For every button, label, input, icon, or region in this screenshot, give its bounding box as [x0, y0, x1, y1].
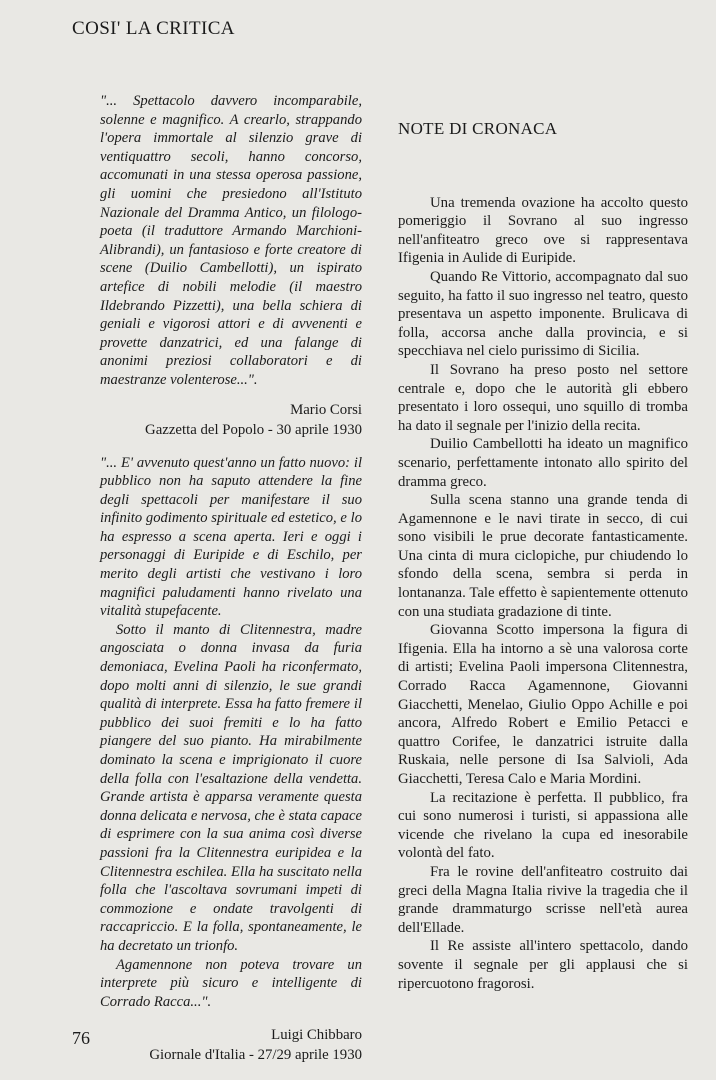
chronicle-paragraph: Duilio Cambellotti ha ideato un magnifico scenario, perfettamente intonato allo spirito del dramma greco.: [398, 436, 688, 490]
quote-paragraph: Sotto il manto di Clitennestra, madre angosciata o donna invasa da furia demoniaca, Evelina Paoli ha riconfermato, dopo molti anni di silenzio, le sue grandi qualità di interprete. Essa ha fatto fremere il pubblico dei suoi fremiti e lo ha fatto piangere del suo pianto. Ha mirabilmente dominato la scena e imprigionato il cuore della folla con l'esaltazione della vendetta. Grande artista è apparsa veramente questa donna delicata e nervosa, che è stata capace di esprimere con la sua anima così diverse passioni fra la Clitennestra euripidea e la Clitennestra eschilea. Ella ha suscitato nella folla che l'ascoltava sovrumani impeti di commozione e ondate travolgenti di raccapriccio. E la folla, spontaneamente, le ha decretato un trionfo.: [100, 621, 362, 954]
chronicle-paragraph: Il Sovrano ha preso posto nel settore centrale e, dopo che le autorità gli ebbero presentato i loro ossequi, uno squillo di tromba ha dato il segnale per l'inizio della recita.: [398, 361, 688, 434]
chronicle-paragraph: Quando Re Vittorio, accompagnato dal suo seguito, ha fatto il suo ingresso nel teatro, questo presentava un aspetto imponente. Brulicava di folla, accorsa anche dalla provincia, e si specchiava nel cielo purissimo di Sicilia.: [398, 268, 688, 360]
page-number: 76: [72, 1028, 90, 1048]
quote-block: [100, 454, 362, 1012]
chronicle-paragraph: Giovanna Scotto impersona la figura di Ifigenia. Ella ha intorno a sè una valorosa corte di artisti; Evelina Paoli impersona Clitennestra, Corrado Racca Agamennone, Giovanni Giacchetti, Menelao, Giulio Oppo Achille e poi ancora, Alfredo Robert e Emilio Petacci e quattro Corifee, le danzatrici istruite dalla Ruskaia, nelle persone di Isa Salvioli, Ada Giacchetti, Teresa Calo e Maria Mordini.: [398, 622, 688, 787]
quote-paragraph: "... Spettacolo davvero incomparabile, solenne e magnifico. A crearlo, strappando l'opera immortale al silenzio grave di ventiquattro secoli, hanno concorso, accomunati in una stessa operosa passione, gli uomini che presiedono all'Istituto Nazionale del Dramma Antico, un filologo-poeta (il traduttore Armando Marchioni-Alibrandi), un fantasioso e forte creatore di scene (Duilio Cambellotti), un ispirato artefice di nobili melodie (il maestro Ildebrando Pizzetti), una bella schiera di geniali e vigorosi attori e di avvenenti e provette danzatrici, ed una falange di anonimi preziosi collaboratori e di maestranze volenterose...".: [100, 93, 362, 388]
chronicle-paragraph: Sulla scena stanno una grande tenda di Agamennone e le navi tirate in secco, di cui sono visibili le prue decorate fantasticamente. Una cinta di mura ciclopiche, pur chiudendo lo sfondo della scena, sembra si perda in lontananza. Tale effetto è sapientemente ottenuto con una studiata gradazione di tinte.: [398, 492, 688, 620]
signature-block: [100, 400, 362, 440]
critics-quotes-column: [100, 92, 362, 1065]
chronicle-paragraph: Una tremenda ovazione ha accolto questo pomeriggio il Sovrano al suo ingresso nell'anfiteatro greco ove si rappresentava Ifigenia in Aulide di Euripide.: [398, 194, 688, 267]
signature-author: Mario Corsi: [290, 401, 362, 418]
signature-block: [100, 1025, 362, 1065]
running-head: COSI' LA CRITICA: [72, 18, 235, 39]
chronicle-paragraph: La recitazione è perfetta. Il pubblico, fra cui sono numerosi i turisti, si appassiona alle vicende che rivelano la cupa ed inesorabile volontà del fato.: [398, 789, 688, 862]
section-heading: NOTE DI CRONACA: [398, 119, 558, 138]
quote-paragraph: Agamennone non poteva trovare un interprete più sicuro e intelligente di Corrado Racca...".: [100, 956, 362, 1010]
signature-source: Giornale d'Italia - 27/29 aprile 1930: [149, 1047, 362, 1064]
quote-paragraph: "... E' avvenuto quest'anno un fatto nuovo: il pubblico non ha saputo attendere la fine degli spettacoli per manifestare il suo infinito godimento spirituale ed estetico, e lo ha espresso a scena aperta. Ieri e oggi i personaggi di Euripide e di Eschilo, per merito degli artisti che vestivano i loro magnifici paludamenti hanno rivelato una vitalità stupefacente.: [100, 454, 362, 620]
chronicle-paragraph: Fra le rovine dell'anfiteatro costruito dai greci della Magna Italia rivive la tragedia che il grande drammaturgo scrisse nell'età aurea dell'Ellade.: [398, 863, 688, 936]
chronicle-column: [398, 120, 688, 993]
signature-author: Luigi Chibbaro: [271, 1027, 362, 1044]
signature-source: Gazzetta del Popolo - 30 aprile 1930: [145, 421, 362, 438]
chronicle-paragraph: Il Re assiste all'intero spettacolo, dando sovente il segnale per gli applausi che si ripercuotono fragorosi.: [398, 938, 688, 992]
